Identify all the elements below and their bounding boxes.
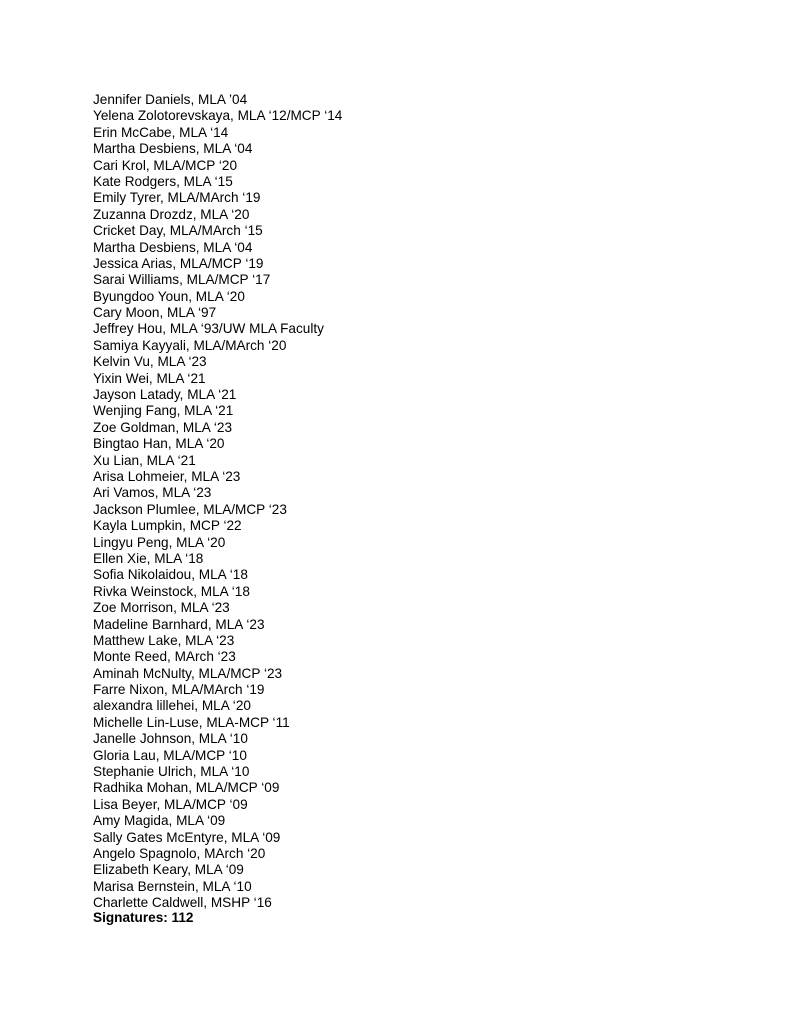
signature-entry: Angelo Spagnolo, MArch ‘20 xyxy=(93,845,266,861)
signature-entry: Amy Magida, MLA ‘09 xyxy=(93,813,226,829)
signature-entry: Samiya Kayyali, MLA/MArch ‘20 xyxy=(93,337,287,353)
signature-entry: Michelle Lin-Luse, MLA-MCP ‘11 xyxy=(93,714,290,730)
signature-entry: Zuzanna Drozdz, MLA ‘20 xyxy=(93,206,250,222)
signature-list xyxy=(93,92,342,912)
signature-entry: Jayson Latady, MLA ‘21 xyxy=(93,387,237,403)
signature-entry: Ari Vamos, MLA ‘23 xyxy=(93,485,212,501)
signature-entry: Cari Krol, MLA/MCP ‘20 xyxy=(93,157,238,173)
signature-entry: Gloria Lau, MLA/MCP ‘10 xyxy=(93,747,247,763)
signature-entry: Zoe Morrison, MLA ‘23 xyxy=(93,600,230,616)
signature-entry: Sofia Nikolaidou, MLA ‘18 xyxy=(93,567,248,583)
signature-entry: Stephanie Ulrich, MLA ‘10 xyxy=(93,764,250,780)
signature-entry: Lisa Beyer, MLA/MCP ‘09 xyxy=(93,796,248,812)
signature-entry: Bingtao Han, MLA ‘20 xyxy=(93,436,225,452)
signature-entry: Sally Gates McEntyre, MLA ‘09 xyxy=(93,829,281,845)
signature-entry: Madeline Barnhard, MLA ‘23 xyxy=(93,616,265,632)
signature-entry: Jeffrey Hou, MLA ‘93/UW MLA Faculty xyxy=(93,321,324,337)
signature-entry: Jessica Arias, MLA/MCP ‘19 xyxy=(93,255,264,271)
signature-entry: Arisa Lohmeier, MLA ‘23 xyxy=(93,468,241,484)
signature-entry: Yelena Zolotorevskaya, MLA ‘12/MCP ‘14 xyxy=(93,108,343,124)
signature-entry: Sarai Williams, MLA/MCP ‘17 xyxy=(93,272,271,288)
signature-entry: Wenjing Fang, MLA ‘21 xyxy=(93,403,234,419)
signature-entry: Matthew Lake, MLA ‘23 xyxy=(93,632,235,648)
signature-entry: Cricket Day, MLA/MArch ‘15 xyxy=(93,223,263,239)
signature-entry: Jennifer Daniels, MLA ’04 xyxy=(93,92,248,107)
signature-entry: Aminah McNulty, MLA/MCP ‘23 xyxy=(93,665,283,681)
signature-entry: Janelle Johnson, MLA ‘10 xyxy=(93,731,248,747)
signature-entry: Martha Desbiens, MLA ‘04 xyxy=(93,239,253,255)
signature-entry: Kelvin Vu, MLA ‘23 xyxy=(93,354,207,370)
signature-entry: Ellen Xie, MLA ‘18 xyxy=(93,550,204,566)
signature-entry: Monte Reed, MArch ‘23 xyxy=(93,649,236,665)
signature-entry: Rivka Weinstock, MLA ‘18 xyxy=(93,583,250,599)
signatures-total: Signatures: 112 xyxy=(93,910,194,925)
signature-entry: Elizabeth Keary, MLA ‘09 xyxy=(93,862,244,878)
signature-entry: Marisa Bernstein, MLA ‘10 xyxy=(93,878,252,894)
signature-entry: Charlette Caldwell, MSHP ‘16 xyxy=(93,895,272,911)
signature-entry: Erin McCabe, MLA ‘14 xyxy=(93,124,229,140)
signature-entry: Cary Moon, MLA ‘97 xyxy=(93,305,217,321)
signature-entry: Martha Desbiens, MLA ‘04 xyxy=(93,141,253,157)
signature-entry: alexandra lillehei, MLA ‘20 xyxy=(93,698,251,714)
signature-entry: Emily Tyrer, MLA/MArch ‘19 xyxy=(93,190,261,206)
signature-entry: Byungdoo Youn, MLA ‘20 xyxy=(93,288,245,304)
signature-entry: Zoe Goldman, MLA ‘23 xyxy=(93,419,233,435)
signature-entry: Yixin Wei, MLA ‘21 xyxy=(93,370,206,386)
signature-entry: Kate Rodgers, MLA ‘15 xyxy=(93,173,233,189)
signature-entry: Lingyu Peng, MLA ‘20 xyxy=(93,534,226,550)
signature-entry: Farre Nixon, MLA/MArch ‘19 xyxy=(93,682,265,698)
signature-entry: Xu Lian, MLA ‘21 xyxy=(93,452,196,468)
signature-entry: Radhika Mohan, MLA/MCP ‘09 xyxy=(93,780,280,796)
signature-entry: Jackson Plumlee, MLA/MCP ‘23 xyxy=(93,501,287,517)
signature-entry: Kayla Lumpkin, MCP ‘22 xyxy=(93,518,242,534)
